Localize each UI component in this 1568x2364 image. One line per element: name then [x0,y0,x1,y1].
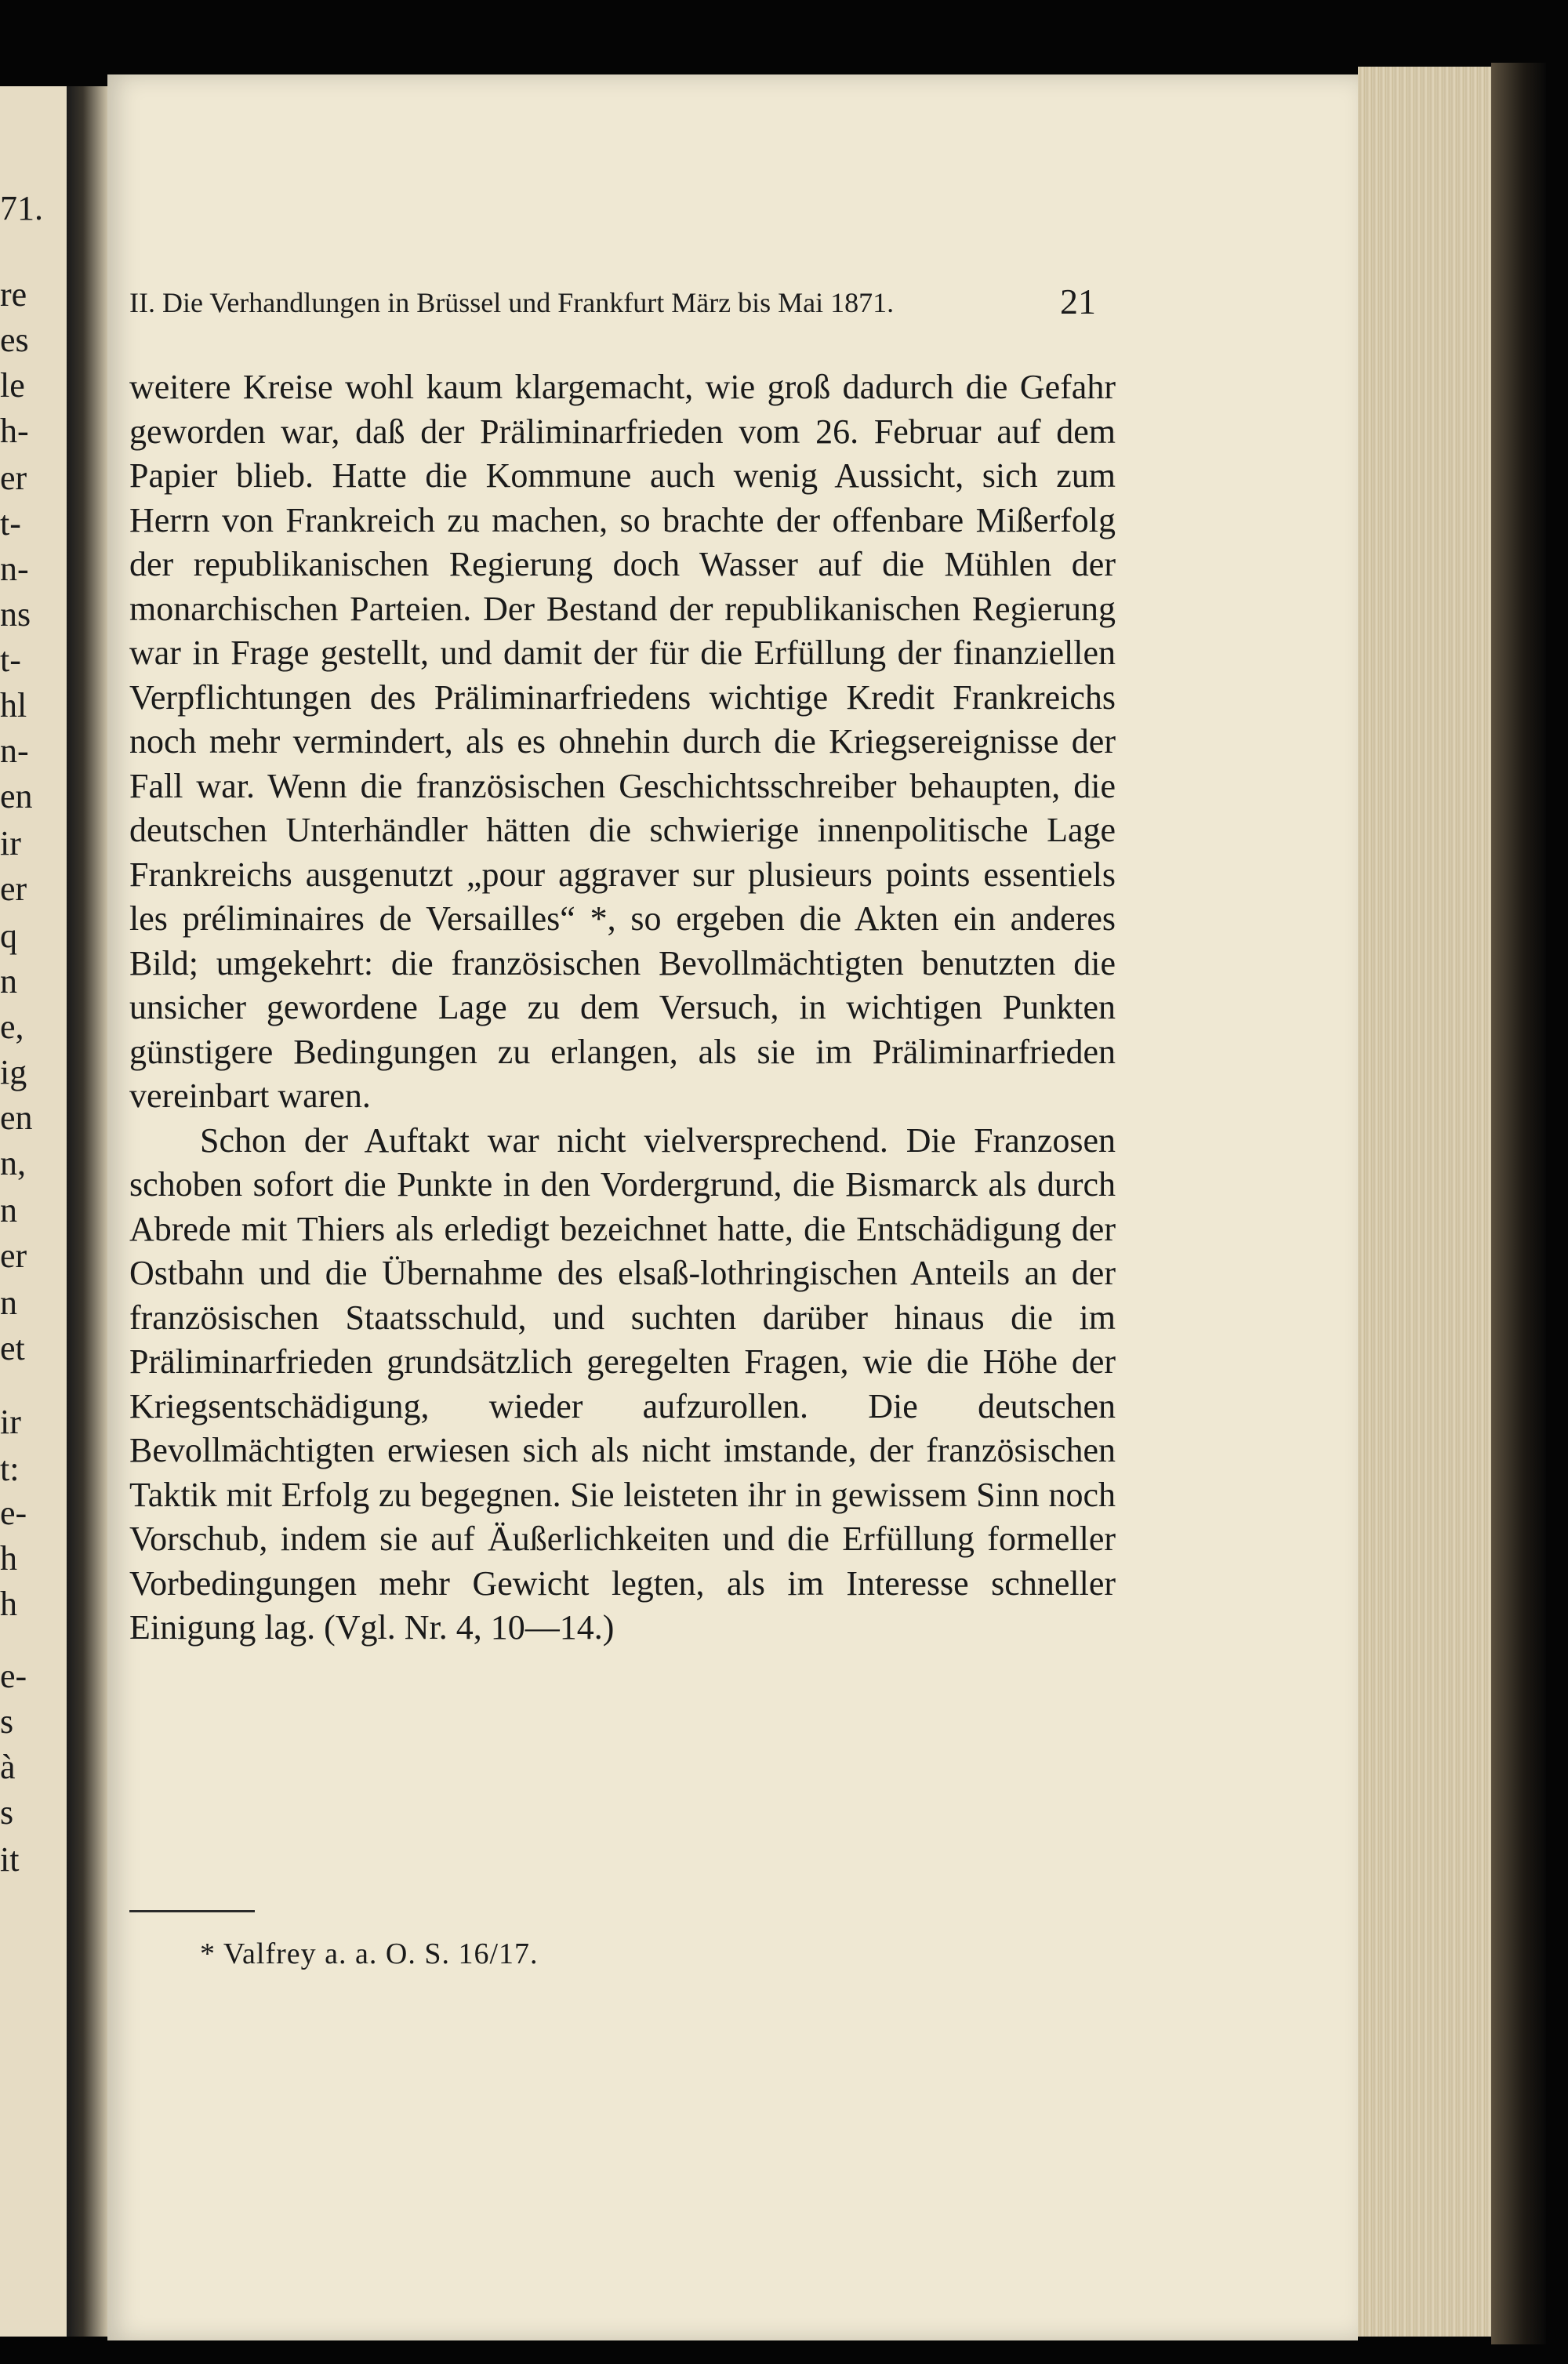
previous-page-edge [0,86,67,2337]
previous-page-fragment: ir [0,1403,21,1441]
previous-page-fragment: n [0,962,17,1000]
previous-page-fragment: es [0,321,29,359]
previous-page-fragment: en [0,777,33,815]
previous-page-fragment: à [0,1748,16,1786]
previous-page-fragment: n, [0,1144,26,1182]
previous-page-fragment: re [0,275,27,314]
body-text [129,365,1116,1650]
previous-page-fragment: s [0,1702,14,1741]
previous-page-fragment: en [0,1098,33,1137]
page-stack-edges [1358,67,1491,2337]
previous-page-fragment: h- [0,412,29,450]
page-number: 21 [1060,281,1096,321]
footnote: * Valfrey a. a. O. S. 16/17. [200,1937,539,1970]
footnote-rule [129,1910,255,1912]
previous-page-fragment: s [0,1793,14,1832]
previous-page-fragment: t- [0,504,21,543]
previous-page-fragment: ir [0,824,21,862]
previous-page-fragment: ns [0,595,31,634]
previous-page-fragment: e- [0,1657,27,1695]
previous-page-fragment: it [0,1840,20,1879]
previous-page-fragment: n- [0,550,29,588]
previous-page-fragment: et [0,1329,25,1367]
previous-page-fragment: 71. [0,189,43,227]
previous-page-fragment: er [0,459,27,497]
previous-page-fragment: n [0,1191,17,1229]
previous-page-fragment: er [0,870,27,908]
book-spine-shadow [1491,63,1546,2344]
previous-page-fragment: h [0,1585,17,1623]
running-header: II. Die Verhandlungen in Brüssel und Frankfurt März bis Mai 1871. [129,287,895,318]
paragraph-2: Schon der Auftakt war nicht vielversprechend. Die Franzosen schoben sofort die Punkte in den Vordergrund, die Bismarck als durch Abrede mit Thiers als erledigt bezeichnet hatte, die Entschädigung der Ostbahn und die Übernahme des elsaß-lothringischen Anteils an der französischen Staatsschuld, und suchten darüber hinaus die im Präliminarfrieden grundsätzlich geregelten Fragen, wie die Höhe der Kriegsentschädigung, wieder aufzurollen. Die deutschen Bevollmächtigten erwiesen sich als nicht imstande, der französischen Taktik mit Erfolg zu begegnen. Sie leisteten ihr in gewissem Sinn noch Vorschub, indem sie auf Äußerlichkeiten und die Erfüllung formeller Vorbedingungen mehr Gewicht legten, als im Interesse schneller Einigung lag. (Vgl. Nr. 4, 10—14.) [129,1120,1116,1647]
previous-page-fragment: h [0,1539,17,1578]
previous-page-fragment: q [0,917,17,955]
previous-page-fragment: e, [0,1008,24,1046]
previous-page-fragment: t- [0,641,21,679]
previous-page-fragment: e- [0,1494,27,1532]
previous-page-fragment: le [0,366,25,405]
book-gutter [67,86,107,2337]
previous-page-fragment: hl [0,686,27,724]
previous-page-fragment: n [0,1284,17,1322]
paragraph-1: weitere Kreise wohl kaum klargemacht, wie groß dadurch die Gefahr geworden war, daß der Präliminarfrieden vom 26. Februar auf dem Papier blieb. Hatte die Kommune auch wenig Aussicht, sich zum Herrn von Frankreich zu machen, so brachte der offenbare Mißerfolg der republikanischen Regierung doch Wasser auf die Mühlen der monarchischen Parteien. Der Bestand der republikanischen Regierung war in Frage gestellt, und damit der für die Erfüllung der finanziellen Verpflichtungen des Präliminarfriedens wichtige Kredit Frankreichs noch mehr vermindert, als es ohnehin durch die Kriegsereignisse der Fall war. Wenn die französischen Geschichtsschreiber behaupten, die deutschen Unterhändler hätten die schwierige innenpolitische Lage Frankreichs ausgenutzt „pour aggraver sur plusieurs points essentiels les préliminaires de Versailles“ *, so ergeben die Akten ein anderes Bild; umgekehrt: die französischen Bevollmächtigten benutzten die unsicher gewordene Lage zu dem Versuch, in wichtigen Punkten günstigere Bedingungen zu erlangen, als sie im Präliminarfrieden vereinbart waren. [129,368,1116,1115]
previous-page-fragment: t: [0,1450,20,1488]
previous-page-fragment: n- [0,732,29,770]
previous-page-fragment: er [0,1236,27,1275]
previous-page-fragment: ig [0,1053,27,1091]
